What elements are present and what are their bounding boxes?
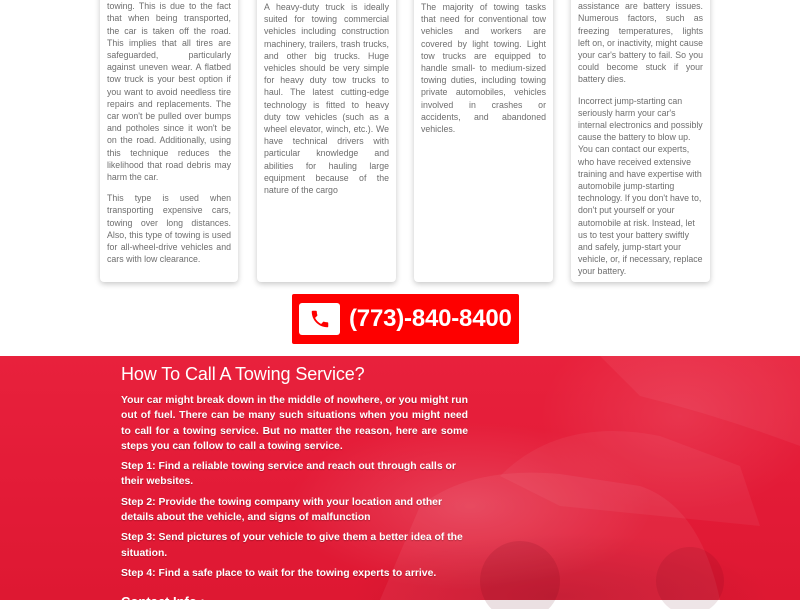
step-item: Step 2: Provide the towing company with your location and other details about the vehicle, and signs of malfunction: [121, 496, 442, 524]
intro-paragraph: Your car might break down in the middle of nowhere, or you might run out of fuel. There can be many such situations when you might need to call for a towing service. But no matter the reason, here are some steps you can follow to call a towing service.: [121, 395, 468, 452]
step-item: Step 4: Find a safe place to wait for the towing experts to arrive.: [121, 567, 437, 579]
service-card-light-towing: [414, 0, 553, 282]
card-paragraph: The majority of towing tasks that need for conventional tow vehicles and workers are covered by light towing. Light tow trucks are equipped to handle small- to medium-sized towing duties, including towing private automobiles, vehicles involved in crashes or accidents, and abandoned vehicles.: [421, 2, 546, 135]
contact-info-heading: Contact Info :: [121, 594, 205, 609]
card-paragraph: assistance are battery issues. Numerous factors, such as freezing temperatures, lights left on, or inactivity, might cause your car's battery to fail. So you could become stuck if your battery dies.: [578, 1, 703, 85]
call-phone-button[interactable]: [292, 294, 519, 344]
service-card-jump-start: [571, 0, 710, 282]
service-card-flatbed-towing: [100, 0, 238, 282]
card-paragraph: A heavy-duty truck is ideally suited for towing commercial vehicles including construction machinery, trailers, trash trucks, and other big trucks. Huge vehicles should be very simple for heavy duty tow trucks to haul. The latest cutting-edge technology is fitted to heavy duty tow vehicles (such as a wheel elevator, winch, etc.). We have technical drivers with particular knowledge and abilities for hauling large equipment because of the nature of the cargo: [264, 2, 389, 196]
phone-icon: [299, 303, 340, 335]
how-to-call-section: [0, 356, 800, 609]
how-to-call-content: [121, 364, 468, 609]
services-cards: [0, 0, 800, 300]
service-card-heavy-duty-towing: [257, 0, 396, 282]
step-item: Step 1: Find a reliable towing service and reach out through calls or their websites.: [121, 461, 456, 488]
step-item: Step 3: Send pictures of your vehicle to give them a better idea of the situation.: [121, 532, 463, 559]
card-paragraph: This type is used when transporting expensive cars, towing over long distances. Also, this type of towing is used for all-wheel-drive vehicles and cars with low clearance.: [107, 193, 231, 265]
card-paragraph: Incorrect jump-starting can seriously harm your car's internal electronics and possibly cause the battery to blow up. You can contact our experts, who have received extensive training and have expertise with automobile jump-starting technology. If you don't have to, don't put yourself or your automobile at risk. Instead, let us to test your battery swiftly and safely, jump-start your vehicle, or, if necessary, replace your battery.: [578, 95, 703, 277]
section-title: How To Call A Towing Service?: [121, 364, 365, 384]
card-paragraph: towing. This is due to the fact that when being transported, the car is taken off the road. This implies that all tires are safeguarded, particularly against uneven wear. A flatbed tow truck is your best option if you want to avoid needless tire repairs and replacements. The car won't be pulled over bumps and potholes since it won't be on the road. Additionally, using this technique reduces the likelihood that road debris may harm the car.: [107, 1, 231, 183]
phone-number: (773)-840-8400: [349, 305, 512, 332]
